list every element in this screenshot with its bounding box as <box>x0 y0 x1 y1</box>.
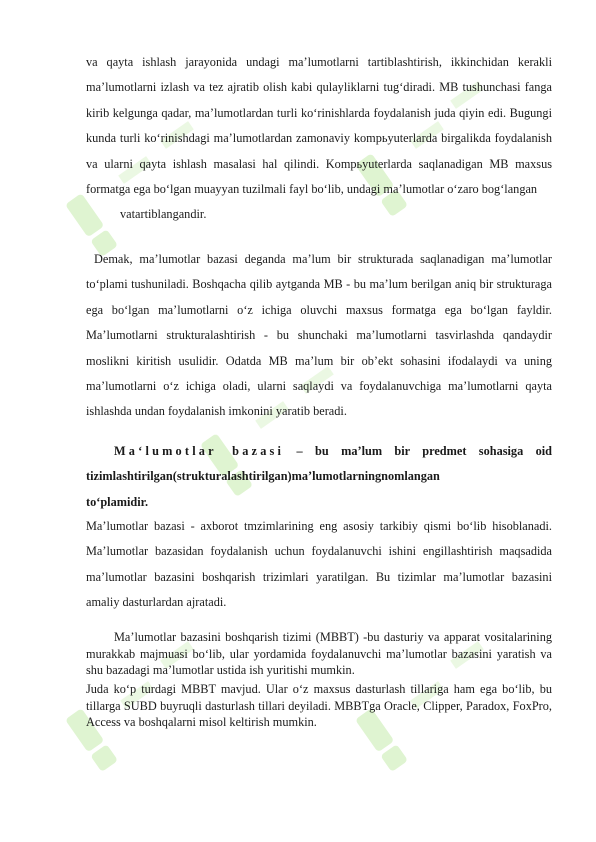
paragraph-intro-main: va qayta ishlash jarayonida undagi ma’lumotlarni tartiblashtirish, ikkinchidan kerakli ma’lumotlarni izlash va tez ajratib olish kabi qulayliklarni tug‘diradi. MB tushunchasi fanga kirib kelgunga qadar, ma’lumotlardan turli ko‘rinishlarda foydalanish juda qiyin edi. Bugungi kunda turli ko‘rinishdagi ma’lumotlardan zamonaviy kompьyuterlarda birgalikda foydalanish va ularni qayta ishlash masalasi hal qilindi. Kompьyuterlarda saqlanadigan MB maxsus formatga ega bo‘lgan muayyan tuzilmali fayl bo‘lib, undagi ma’lumotlar o‘zaro bog‘langan <box>86 55 552 197</box>
definition-text <box>86 439 552 490</box>
definition-block <box>86 439 552 515</box>
definition-tail: to‘plamidir. <box>86 494 149 509</box>
definition-term: Ma‘lumotlar bazasi <box>114 444 285 458</box>
paragraph-definition-intro <box>86 247 552 425</box>
paragraph-intro-tail: vatartiblangandir. <box>120 207 207 222</box>
paragraph-demak: Demak, ma’lumotlar bazasi deganda ma’lum bir strukturada saqlanadigan ma’lumotlar to‘plami tushuniladi. Boshqacha qilib aytganda MB - bu ma’lum berilgan aniq bir strukturaga ega bo‘lgan ma’lumotlarni o‘z ichiga oluvchi maxsus formatga ega bo‘lgan fayldir. Ma’lumotlarni strukturalashtirish - bu shunchaki ma’lumotlarni tasvirlashda qandaydir moslikni kiritish usulidir. Odatda MB ma’lum bir ob’ekt sohasini ifodalaydi va uning ma’lumotlarni o‘z ichiga oladi, ularni saqlaydi va foydalanuvchiga ma’lumotlarni qayta ishlashda undan foydalanish imkonini yaratib beradi. <box>86 252 552 419</box>
definition-rest: – bu ma’lum bir predmet sohasiga oid tizimlashtirilgan(strukturalashtirilgan)ma’lumotlarningnomlangan <box>86 444 552 484</box>
paragraph-database-role <box>86 514 552 616</box>
paragraph-dbms-examples <box>86 681 552 731</box>
paragraph-mbbt-definition: Ma’lumotlar bazasini boshqarish tizimi (MBBT) -bu dasturiy va apparat vositalarining murakkab majmuasi bo‘lib, ular yordamida foydalanuvchi ma’lumotlar bazasini yaratish va shu bazadagi ma’lumotlar ustida ish yuritishi mumkin. <box>86 630 552 678</box>
paragraph-dbms <box>86 629 552 679</box>
paragraph-mb-role: Ma’lumotlar bazasi - axborot tmzimlarining eng asosiy tarkibiy qismi bo‘lib hisoblanadi. Ma’lumotlar bazasidan foydalanish uchun foydalanuvchi ishini engillashtirish maqsadida ma’lumotlar bazasini boshqarish trizimlari yaratilgan. Bu tizimlar ma’lumotlar bazasini amaliy dasturlardan ajratadi. <box>86 519 552 610</box>
paragraph-intro <box>86 50 552 228</box>
paragraph-mbbt-examples: Juda ko‘p turdagi MBBT mavjud. Ular o‘z maxsus dasturlash tillariga ham ega bo‘lib, bu tillarga SUBD buyruqli dasturlash tillari deyiladi. MBBTga Oracle, Clipper, Paradox, FoxPro, Access va boshqalarni misol keltirish mumkin. <box>86 682 552 730</box>
